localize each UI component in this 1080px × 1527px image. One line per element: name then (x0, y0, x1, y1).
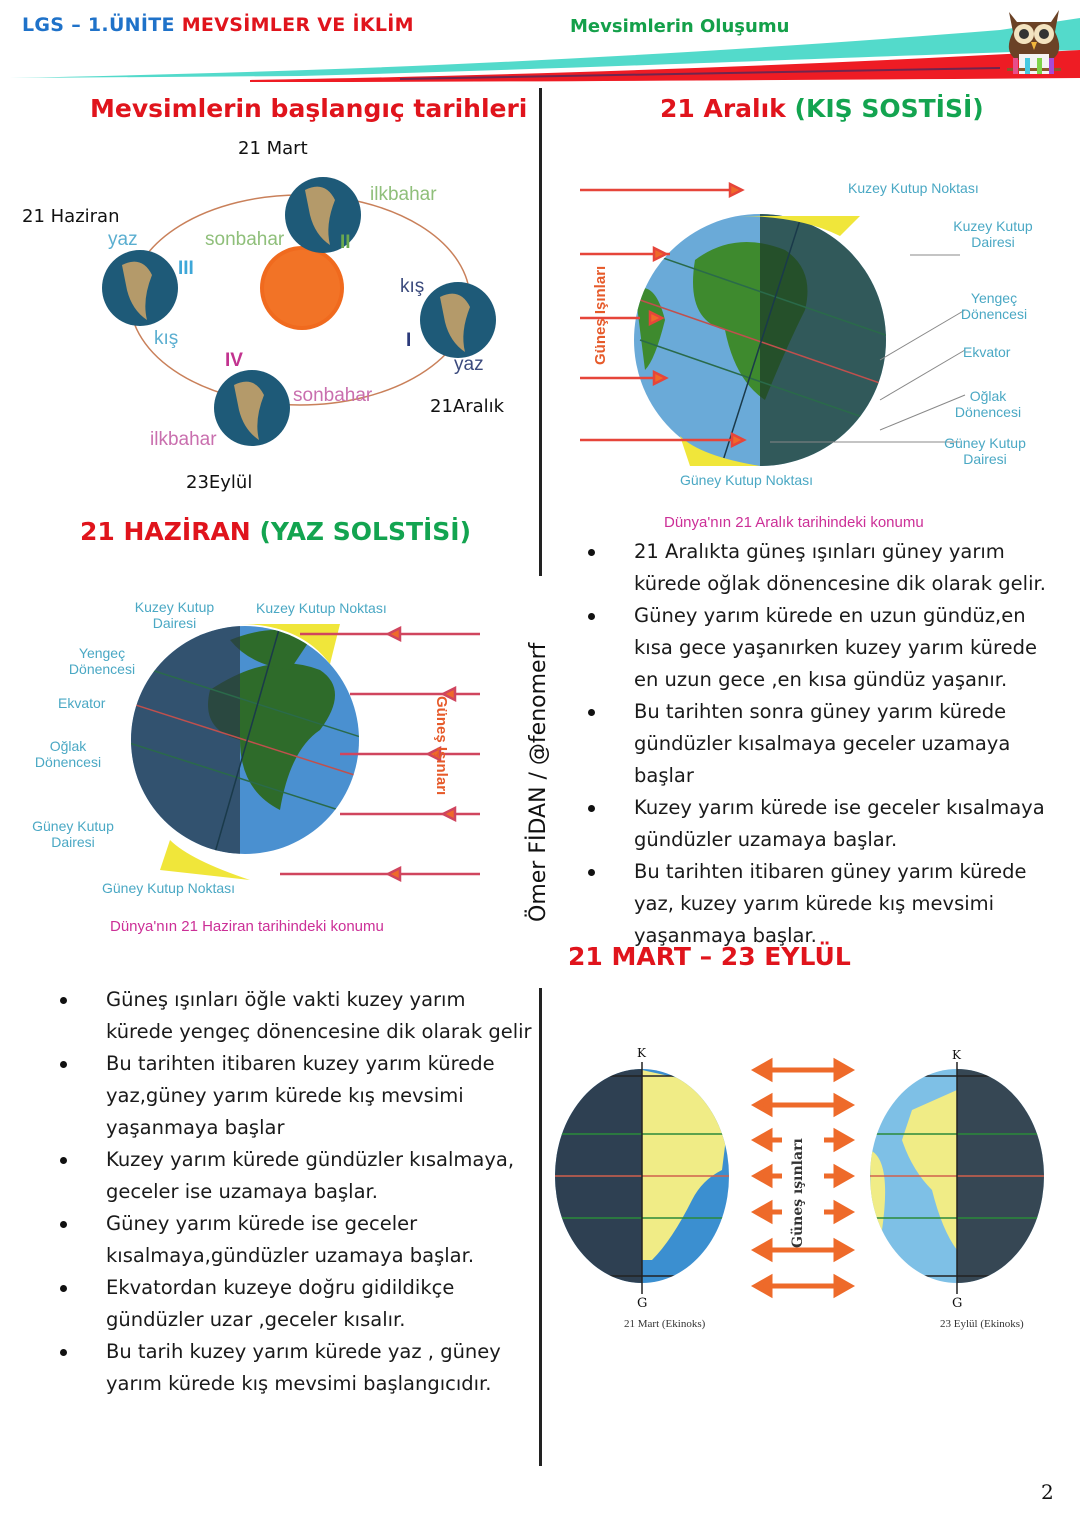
june-title (80, 517, 471, 546)
december-rays-label: Güneş Işınları (592, 265, 609, 365)
list-item: Bu tarihten itibaren kuzey yarım kürede yaz,güney yarım kürede kış mevsimi yaşanmaya başlar (56, 1048, 534, 1144)
december-label-kuzey-kutup-dairesi: Kuzey Kutup Dairesi (953, 218, 1033, 250)
december-bullet-list (584, 536, 1054, 952)
list-item: Bu tarihten itibaren güney yarım kürede yaz, kuzey yarım kürede kış mevsimi yaşanmaya başlar. (584, 856, 1054, 952)
column-divider-bottom (539, 988, 542, 1466)
december-label-ekvator: Ekvator (963, 344, 1011, 360)
date-label-march: 21 Mart (238, 138, 308, 159)
season-ilkbahar-bottom: ilkbahar (150, 429, 217, 450)
june-label-ekvator: Ekvator (58, 695, 106, 711)
june-bullet-list (56, 984, 534, 1400)
date-label-september: 23Eylül (186, 472, 253, 493)
december-title (660, 94, 984, 123)
roman-i: I (406, 330, 412, 351)
roman-iii: III (178, 258, 194, 279)
date-label-december: 21Aralık (430, 396, 505, 417)
season-sonbahar-bottom: sonbahar (293, 385, 373, 406)
equinox-south-right: G (952, 1296, 963, 1311)
december-figure-caption: Dünya'nın 21 Aralık tarihindeki konumu (664, 514, 924, 531)
season-sonbahar-top: sonbahar (205, 229, 285, 250)
june-label-oglak: Oğlak Dönencesi (34, 738, 102, 770)
equinox-title: 21 MART – 23 EYLÜL (568, 942, 851, 971)
orbit-section-title: Mevsimlerin başlangıç tarihleri (90, 94, 528, 123)
list-item: Güney yarım kürede ise geceler kısalmaya,gündüzler uzamaya başlar. (56, 1208, 534, 1272)
list-item: 21 Aralıkta güneş ışınları güney yarım kürede oğlak dönencesine dik olarak gelir. (584, 536, 1054, 600)
december-label-guney-kutup-noktasi: Güney Kutup Noktası (680, 472, 814, 488)
season-yaz-right: yaz (454, 354, 484, 375)
december-label-oglak: Oğlak Dönencesi (954, 388, 1022, 420)
june-title-date: 21 HAZİRAN (80, 517, 251, 546)
december-label-guney-kutup-dairesi: Güney Kutup Dairesi (944, 435, 1026, 467)
june-label-guney-kutup-noktasi: Güney Kutup Noktası (102, 880, 236, 896)
list-item: Bu tarih kuzey yarım kürede yaz , güney yarım kürede kış mevsimi başlangıcıdır. (56, 1336, 534, 1400)
june-label-kuzey-kutup-dairesi: Kuzey Kutup Dairesi (134, 599, 215, 631)
december-label-yengec: Yengeç Dönencesi (960, 290, 1028, 322)
june-label-guney-kutup-dairesi: Güney Kutup Dairesi (32, 818, 114, 850)
equinox-rays-label: Güneş ışınları (790, 1138, 806, 1248)
june-title-event: (YAZ SOLSTİSİ) (259, 517, 472, 546)
author-credit: Ömer FİDAN / @fenomerf (526, 642, 551, 922)
december-label-kuzey-kutup-noktasi: Kuzey Kutup Noktası (848, 180, 979, 196)
season-kis-right: kış (400, 276, 425, 297)
june-label-yengec: Yengeç Dönencesi (68, 645, 136, 677)
date-label-june: 21 Haziran (22, 206, 120, 227)
season-yaz-left: yaz (108, 229, 138, 250)
column-divider-top (539, 88, 542, 576)
list-item: Ekvatordan kuzeye doğru gidildikçe gündüzler uzar ,geceler kısalır. (56, 1272, 534, 1336)
list-item: Güneş ışınları öğle vakti kuzey yarım kürede yengeç dönencesine dik olarak gelir (56, 984, 534, 1048)
june-label-kuzey-kutup-noktasi: Kuzey Kutup Noktası (256, 600, 387, 616)
header-unit-name: MEVSİMLER VE İKLİM (181, 14, 414, 36)
equinox-north-right: K (952, 1048, 961, 1062)
roman-iv: IV (225, 350, 243, 371)
june-rays-label: Güneş Işınları (433, 696, 450, 796)
list-item: Kuzey yarım kürede ise geceler kısalmaya gündüzler uzamaya başlar. (584, 792, 1054, 856)
equinox-left-caption: 21 Mart (Ekinoks) (624, 1318, 706, 1330)
list-item: Bu tarihten sonra güney yarım kürede gündüzler kısalmaya geceler uzamaya başlar (584, 696, 1054, 792)
orbit-diagram (90, 160, 510, 460)
list-item: Güney yarım kürede en uzun gündüz,en kısa gece yaşanırken kuzey yarım kürede en uzun gece ,en kısa gündüz yaşanır. (584, 600, 1054, 696)
header-topic: Mevsimlerin Oluşumu (570, 16, 790, 37)
season-kis-left: kış (154, 328, 179, 349)
december-title-event: (KIŞ SOSTİSİ) (794, 94, 984, 123)
june-figure-caption: Dünya'nın 21 Haziran tarihindeki konumu (110, 918, 384, 935)
list-item: Kuzey yarım kürede gündüzler kısalmaya, geceler ise uzamaya başlar. (56, 1144, 534, 1208)
header-prefix: LGS – 1.ÜNİTE (22, 14, 175, 36)
equinox-north-left: K (637, 1046, 646, 1060)
owl-scientist-icon (995, 2, 1073, 84)
season-ilkbahar-top: ilkbahar (370, 184, 437, 205)
december-title-date: 21 Aralık (660, 94, 786, 123)
june-earth-figure (100, 590, 480, 890)
equinox-right-caption: 23 Eylül (Ekinoks) (940, 1318, 1024, 1330)
page-number: 2 (1041, 1480, 1054, 1504)
equinox-south-left: G (637, 1296, 648, 1311)
roman-ii: II (340, 232, 351, 253)
header-unit-title (22, 14, 414, 36)
